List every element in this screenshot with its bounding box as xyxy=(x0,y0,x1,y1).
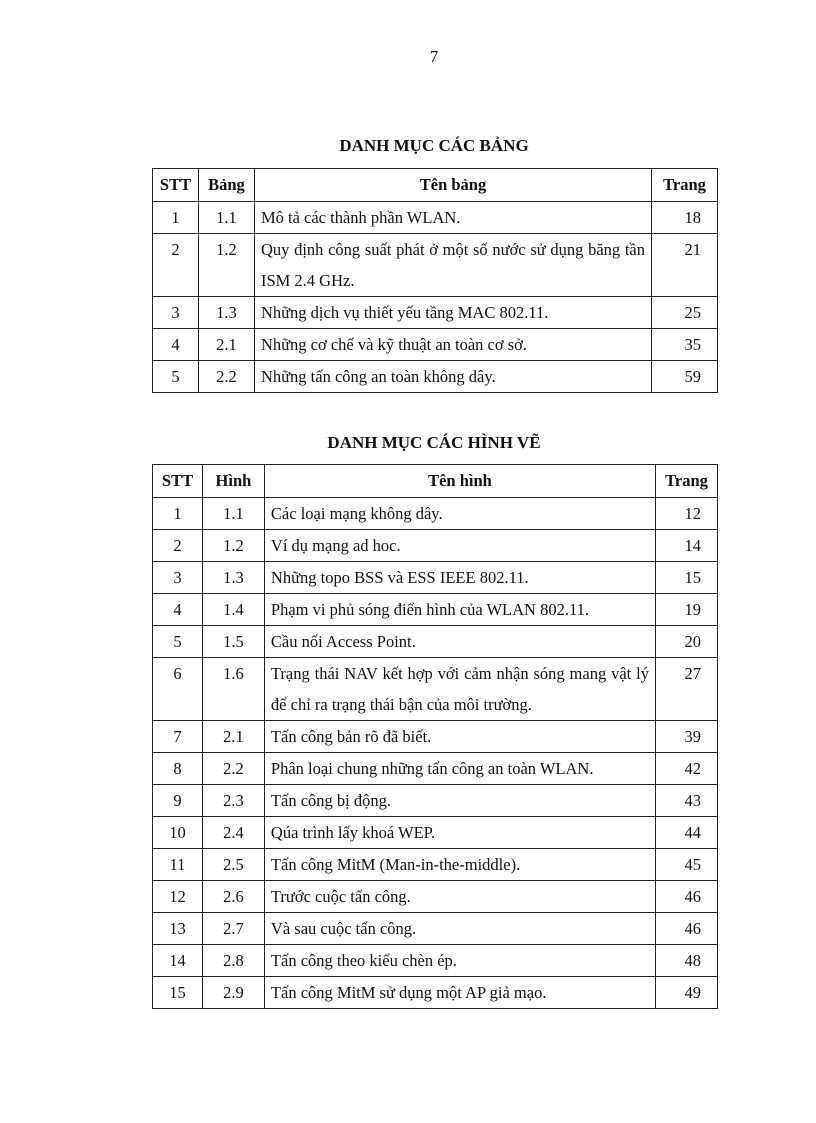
row-page: 18 xyxy=(652,202,718,234)
row-stt: 1 xyxy=(153,498,203,530)
row-number: 1.3 xyxy=(198,297,254,329)
row-stt: 2 xyxy=(153,530,203,562)
row-name: Tấn công MitM (Man-in-the-middle). xyxy=(264,849,655,881)
row-number: 2.1 xyxy=(202,721,264,753)
row-name: Ví dụ mạng ad hoc. xyxy=(264,530,655,562)
row-page: 35 xyxy=(652,329,718,361)
table-row xyxy=(153,785,718,817)
column-header-page: Trang xyxy=(652,169,718,202)
row-stt: 3 xyxy=(153,562,203,594)
row-name: Những topo BSS và ESS IEEE 802.11. xyxy=(264,562,655,594)
row-name: Cầu nối Access Point. xyxy=(264,626,655,658)
table-row xyxy=(153,202,718,234)
row-page: 19 xyxy=(655,594,717,626)
row-stt: 5 xyxy=(153,361,199,393)
row-name: Những tấn công an toàn không dây. xyxy=(254,361,651,393)
table-row xyxy=(153,562,718,594)
figures-list-title: DANH MỤC CÁC HÌNH VẼ xyxy=(327,433,541,452)
row-name: Và sau cuộc tấn công. xyxy=(264,913,655,945)
row-number: 1.1 xyxy=(202,498,264,530)
table-row xyxy=(153,594,718,626)
table-row xyxy=(153,626,718,658)
row-page: 14 xyxy=(655,530,717,562)
row-page: 27 xyxy=(655,658,717,721)
row-page: 46 xyxy=(655,881,717,913)
row-number: 2.1 xyxy=(198,329,254,361)
row-page: 15 xyxy=(655,562,717,594)
row-stt: 12 xyxy=(153,881,203,913)
table-row xyxy=(153,361,718,393)
row-name: Trạng thái NAV kết hợp với cảm nhận sóng mang vật lý để chỉ ra trạng thái bận của môi trường. xyxy=(264,658,655,721)
row-number: 1.2 xyxy=(198,234,254,297)
row-page: 21 xyxy=(652,234,718,297)
row-number: 1.1 xyxy=(198,202,254,234)
row-number: 2.3 xyxy=(202,785,264,817)
row-number: 1.6 xyxy=(202,658,264,721)
table-row xyxy=(153,817,718,849)
table-header-row xyxy=(153,169,718,202)
row-stt: 8 xyxy=(153,753,203,785)
row-stt: 14 xyxy=(153,945,203,977)
column-header-stt: STT xyxy=(153,169,199,202)
row-page: 44 xyxy=(655,817,717,849)
row-page: 48 xyxy=(655,945,717,977)
row-number: 2.4 xyxy=(202,817,264,849)
row-name: Phạm vi phủ sóng điển hình của WLAN 802.11. xyxy=(264,594,655,626)
table-row xyxy=(153,945,718,977)
row-page: 59 xyxy=(652,361,718,393)
table-row xyxy=(153,234,718,297)
column-header-table-name: Tên bảng xyxy=(254,169,651,202)
row-page: 43 xyxy=(655,785,717,817)
row-stt: 6 xyxy=(153,658,203,721)
row-name: Tấn công bị động. xyxy=(264,785,655,817)
row-name: Phân loại chung những tấn công an toàn WLAN. xyxy=(264,753,655,785)
row-name: Trước cuộc tấn công. xyxy=(264,881,655,913)
table-row xyxy=(153,753,718,785)
row-page: 46 xyxy=(655,913,717,945)
row-stt: 9 xyxy=(153,785,203,817)
table-row xyxy=(153,297,718,329)
table-header-row xyxy=(153,465,718,498)
row-stt: 7 xyxy=(153,721,203,753)
row-name: Tấn công theo kiểu chèn ép. xyxy=(264,945,655,977)
row-page: 49 xyxy=(655,977,717,1009)
row-name: Các loại mạng không dây. xyxy=(264,498,655,530)
row-stt: 4 xyxy=(153,594,203,626)
row-stt: 10 xyxy=(153,817,203,849)
row-stt: 4 xyxy=(153,329,199,361)
table-row xyxy=(153,329,718,361)
row-name: Qúa trình lấy khoá WEP. xyxy=(264,817,655,849)
row-number: 1.3 xyxy=(202,562,264,594)
row-page: 42 xyxy=(655,753,717,785)
row-name: Những cơ chế và kỹ thuật an toàn cơ sở. xyxy=(254,329,651,361)
column-header-figure-number: Hình xyxy=(202,465,264,498)
page-number: 7 xyxy=(429,47,439,66)
row-stt: 11 xyxy=(153,849,203,881)
row-stt: 3 xyxy=(153,297,199,329)
table-row xyxy=(153,498,718,530)
row-number: 2.2 xyxy=(198,361,254,393)
figures-list-table xyxy=(152,464,718,1009)
column-header-page: Trang xyxy=(655,465,717,498)
row-name: Mô tả các thành phần WLAN. xyxy=(254,202,651,234)
row-number: 2.2 xyxy=(202,753,264,785)
row-number: 2.5 xyxy=(202,849,264,881)
row-stt: 15 xyxy=(153,977,203,1009)
row-stt: 13 xyxy=(153,913,203,945)
row-number: 2.6 xyxy=(202,881,264,913)
tables-list-table xyxy=(152,168,718,393)
table-row xyxy=(153,658,718,721)
column-header-stt: STT xyxy=(153,465,203,498)
row-number: 2.8 xyxy=(202,945,264,977)
table-row xyxy=(153,849,718,881)
row-page: 45 xyxy=(655,849,717,881)
row-page: 25 xyxy=(652,297,718,329)
row-number: 2.7 xyxy=(202,913,264,945)
row-name: Những dịch vụ thiết yếu tầng MAC 802.11. xyxy=(254,297,651,329)
row-page: 12 xyxy=(655,498,717,530)
table-row xyxy=(153,881,718,913)
row-name: Quy định công suất phát ở một số nước sử dụng băng tần ISM 2.4 GHz. xyxy=(254,234,651,297)
row-stt: 2 xyxy=(153,234,199,297)
column-header-table-number: Bảng xyxy=(198,169,254,202)
row-number: 2.9 xyxy=(202,977,264,1009)
row-name: Tấn công MitM sử dụng một AP giả mạo. xyxy=(264,977,655,1009)
table-row xyxy=(153,913,718,945)
row-name: Tấn công bản rõ đã biết. xyxy=(264,721,655,753)
row-number: 1.4 xyxy=(202,594,264,626)
row-number: 1.5 xyxy=(202,626,264,658)
table-row xyxy=(153,721,718,753)
tables-list-title: DANH MỤC CÁC BẢNG xyxy=(339,136,529,155)
column-header-figure-name: Tên hình xyxy=(264,465,655,498)
row-stt: 5 xyxy=(153,626,203,658)
table-row xyxy=(153,530,718,562)
row-page: 20 xyxy=(655,626,717,658)
table-row xyxy=(153,977,718,1009)
row-page: 39 xyxy=(655,721,717,753)
row-number: 1.2 xyxy=(202,530,264,562)
row-stt: 1 xyxy=(153,202,199,234)
